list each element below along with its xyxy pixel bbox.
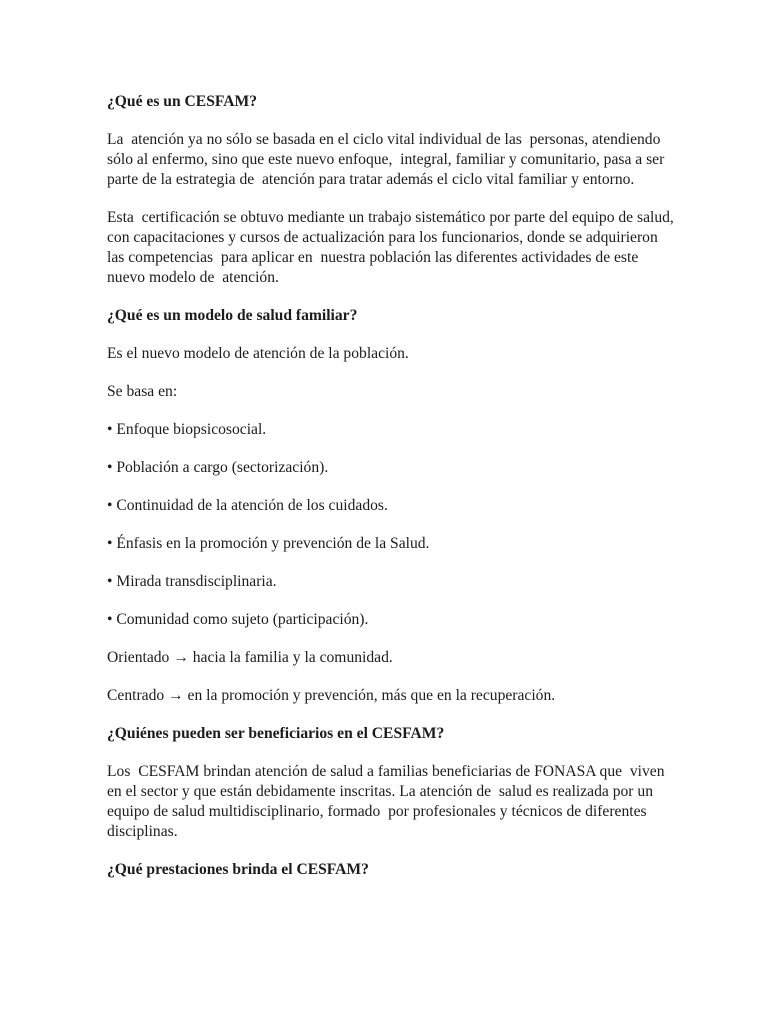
- paragraph-atencion: La atención ya no sólo se basada en el ciclo vital individual de las personas, atendiendo sólo al enfermo, sino que este nuevo enfoque, integral, familiar y comunitario, pasa a ser parte de la estrategia de atención para tratar además el ciclo vital familiar y entorno.: [107, 131, 669, 188]
- heading-prestaciones: ¿Qué prestaciones brinda el CESFAM?: [107, 861, 369, 878]
- paragraph-certificacion: Esta certificación se obtuvo mediante un trabajo sistemático por parte del equipo de salud, con capacitaciones y cursos de actualización para los funcionarios, donde se adquirieron las competencias para aplicar en nuestra población las diferentes actividades de este nuevo modelo de atención.: [107, 209, 678, 286]
- paragraph-se-basa-en: Se basa en:: [107, 383, 178, 400]
- bullet-item: • Énfasis en la promoción y prevención de la Salud.: [107, 535, 430, 552]
- bullet-item: • Continuidad de la atención de los cuidados.: [107, 497, 388, 514]
- bullet-item: • Comunidad como sujeto (participación).: [107, 611, 369, 628]
- heading-que-es-cesfam: ¿Qué es un CESFAM?: [107, 93, 258, 110]
- heading-beneficiarios: ¿Quiénes pueden ser beneficiarios en el CESFAM?: [107, 725, 445, 742]
- centered-line: Centrado → en la promoción y prevención, más que en la recuperación.: [107, 687, 556, 704]
- oriented-line: Orientado → hacia la familia y la comunidad.: [107, 649, 393, 666]
- bullet-item: • Mirada transdisciplinaria.: [107, 573, 277, 590]
- document-page: [107, 92, 677, 898]
- heading-modelo-salud-familiar: ¿Qué es un modelo de salud familiar?: [107, 307, 358, 324]
- bullet-item: • Población a cargo (sectorización).: [107, 459, 329, 476]
- paragraph-nuevo-modelo: Es el nuevo modelo de atención de la población.: [107, 345, 409, 362]
- paragraph-beneficiarios: Los CESFAM brindan atención de salud a familias beneficiarias de FONASA que viven en el sector y que están debidamente inscritas. La atención de salud es realizada por un equipo de salud multidisciplinario, formado por profesionales y técnicos de diferentes disciplinas.: [107, 763, 669, 840]
- bullet-item: • Enfoque biopsicosocial.: [107, 421, 267, 438]
